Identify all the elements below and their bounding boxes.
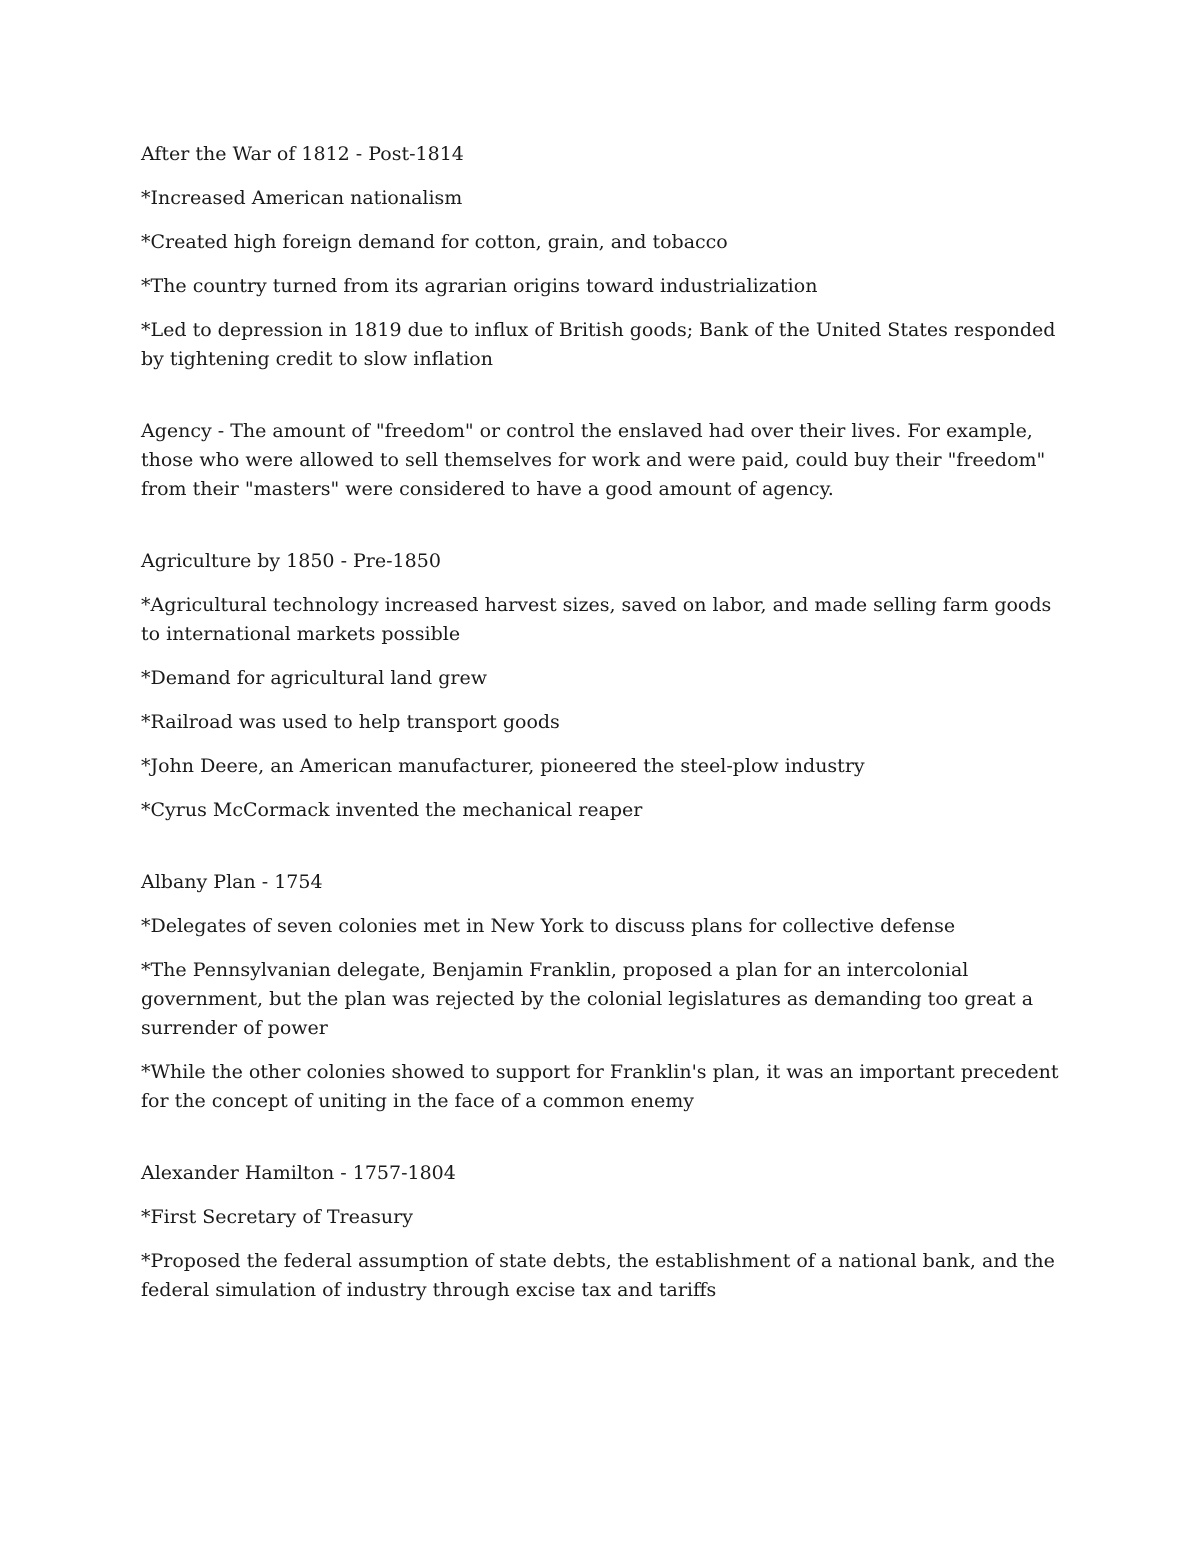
entry-bullet: *Demand for agricultural land grew — [141, 667, 487, 689]
entry-bullet: *John Deere, an American manufacturer, pioneered the steel-plow industry — [141, 755, 865, 777]
entry-bullet: *While the other colonies showed to support for Franklin's plan, it was an important precedent for the concept of uniting in the face of a common enemy — [141, 1061, 1059, 1112]
entry-bullet: *Railroad was used to help transport goods — [141, 711, 560, 733]
entry-bullet: *Increased American nationalism — [141, 187, 463, 209]
document-page — [141, 140, 1061, 1305]
entry-bullet: *The Pennsylvanian delegate, Benjamin Franklin, proposed a plan for an intercolonial government, but the plan was rejected by the colonial legislatures as demanding too great a surrender of power — [141, 959, 1034, 1039]
entry-bullet: *First Secretary of Treasury — [141, 1206, 413, 1228]
entry-bullet: *The country turned from its agrarian origins toward industrialization — [141, 275, 818, 297]
entry-heading: Agency - The amount of "freedom" or control the enslaved had over their lives. For example, those who were allowed to sell themselves for work and were paid, could buy their "freedom" from their "masters" were considered to have a good amount of agency. — [141, 420, 1046, 500]
entry-war-of-1812 — [141, 140, 1061, 374]
entry-alexander-hamilton — [141, 1159, 1061, 1305]
entry-bullet: *Cyrus McCormack invented the mechanical reaper — [141, 799, 643, 821]
entry-bullet: *Led to depression in 1819 due to influx of British goods; Bank of the United States responded by tightening credit to slow inflation — [141, 319, 1056, 370]
entry-bullet: *Agricultural technology increased harvest sizes, saved on labor, and made selling farm goods to international markets possible — [141, 594, 1052, 645]
entry-heading: Albany Plan - 1754 — [141, 871, 323, 893]
entry-heading: After the War of 1812 - Post-1814 — [141, 143, 464, 165]
entry-bullet: *Proposed the federal assumption of state debts, the establishment of a national bank, and the federal simulation of industry through excise tax and tariffs — [141, 1250, 1055, 1301]
entry-heading: Agriculture by 1850 - Pre-1850 — [141, 550, 441, 572]
entry-heading: Alexander Hamilton - 1757-1804 — [141, 1162, 456, 1184]
entry-bullet: *Created high foreign demand for cotton, grain, and tobacco — [141, 231, 728, 253]
entry-albany-plan — [141, 868, 1061, 1116]
entry-agency — [141, 417, 1061, 504]
entry-bullet: *Delegates of seven colonies met in New York to discuss plans for collective defense — [141, 915, 956, 937]
entry-agriculture-1850 — [141, 547, 1061, 825]
